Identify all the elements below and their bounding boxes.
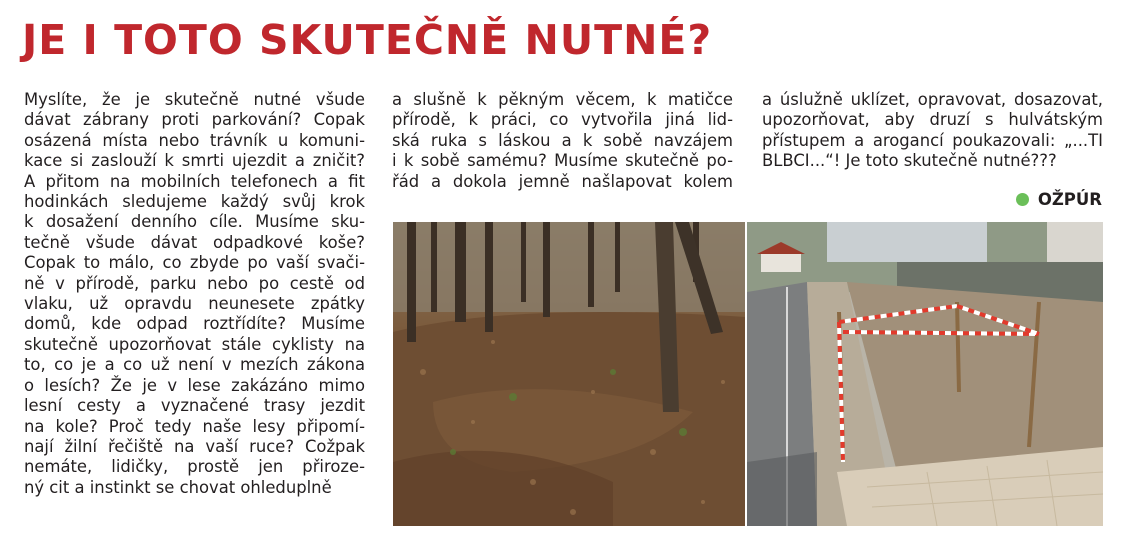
text-line: přírodě, k práci, co vytvořila jiná lid- <box>392 110 733 130</box>
text-line: nemáte, lidičky, prostě jen přiroze- <box>24 457 365 477</box>
text-line: kace si zaslouží k smrti ujezdit a zničit? <box>24 151 365 171</box>
text-column-2 <box>392 90 733 192</box>
text-column-1 <box>24 90 365 498</box>
green-dot-icon <box>1016 193 1029 206</box>
text-line: tečně všude dávat odpadkové koše? <box>24 232 365 252</box>
text-line: řád a dokola jemně našlapovat kolem <box>392 171 733 191</box>
author-name: OŽPÚR <box>1037 190 1102 209</box>
text-line: a slušně k pěkným věcem, k matičce <box>392 90 733 109</box>
text-column-3 <box>762 90 1103 172</box>
text-line: lesní cesty a vyznačené trasy jezdit <box>24 396 365 416</box>
text-line: ný cit a instinkt se chovat ohleduplně <box>24 477 332 497</box>
text-line: k dosažení denního cíle. Musíme sku- <box>24 212 365 232</box>
text-line: přístupem a arogancí poukazovali: „...TI <box>762 130 1103 150</box>
text-line: nají žilní řečiště na vaší ruce? Cožpak <box>24 436 365 456</box>
text-line: hodinkách sledujeme každý svůj krok <box>24 192 365 212</box>
text-line: upozorňovat, aby druzí s hulvátským <box>762 110 1103 130</box>
text-line: ně v přírodě, parku nebo po cestě od <box>24 273 365 293</box>
text-line: domů, kde odpad roztřídíte? Musíme <box>24 314 365 334</box>
text-line: ská ruka s láskou a k sobě navzájem <box>392 130 733 150</box>
forest-trail-photo <box>393 222 745 526</box>
text-line: a úslužně uklízet, opravovat, dosazovat, <box>762 90 1103 109</box>
text-line: A přitom na mobilních telefonech a fit <box>24 171 365 191</box>
text-line: vlaku, už opravdu neunesete zpátky <box>24 294 365 314</box>
text-line: osázená místa nebo trávník u komuni- <box>24 130 365 150</box>
text-line: BLBCI...“! Je toto skutečně nutné??? <box>762 151 1057 171</box>
text-line: to, co je a co už není v mezích zákona <box>24 355 365 375</box>
author-signature <box>1016 190 1102 209</box>
text-line: Copak to málo, co zbyde po vaší svači- <box>24 253 365 273</box>
street-barrier-photo <box>747 222 1103 526</box>
text-line: i k sobě samému? Musíme skutečně po- <box>392 151 733 171</box>
text-line: skutečně upozorňovat stále cyklisty na <box>24 334 365 354</box>
text-line: dávat zábrany proti parkování? Copak <box>24 110 365 130</box>
text-line: o lesích? Že je v lese zakázáno mimo <box>24 375 365 395</box>
text-line: na kole? Proč tedy naše lesy připomí- <box>24 416 365 436</box>
article-title: JE I TOTO SKUTEČNĚ NUTNÉ? <box>22 16 713 64</box>
text-line: Myslíte, že je skutečně nutné všude <box>24 90 365 109</box>
